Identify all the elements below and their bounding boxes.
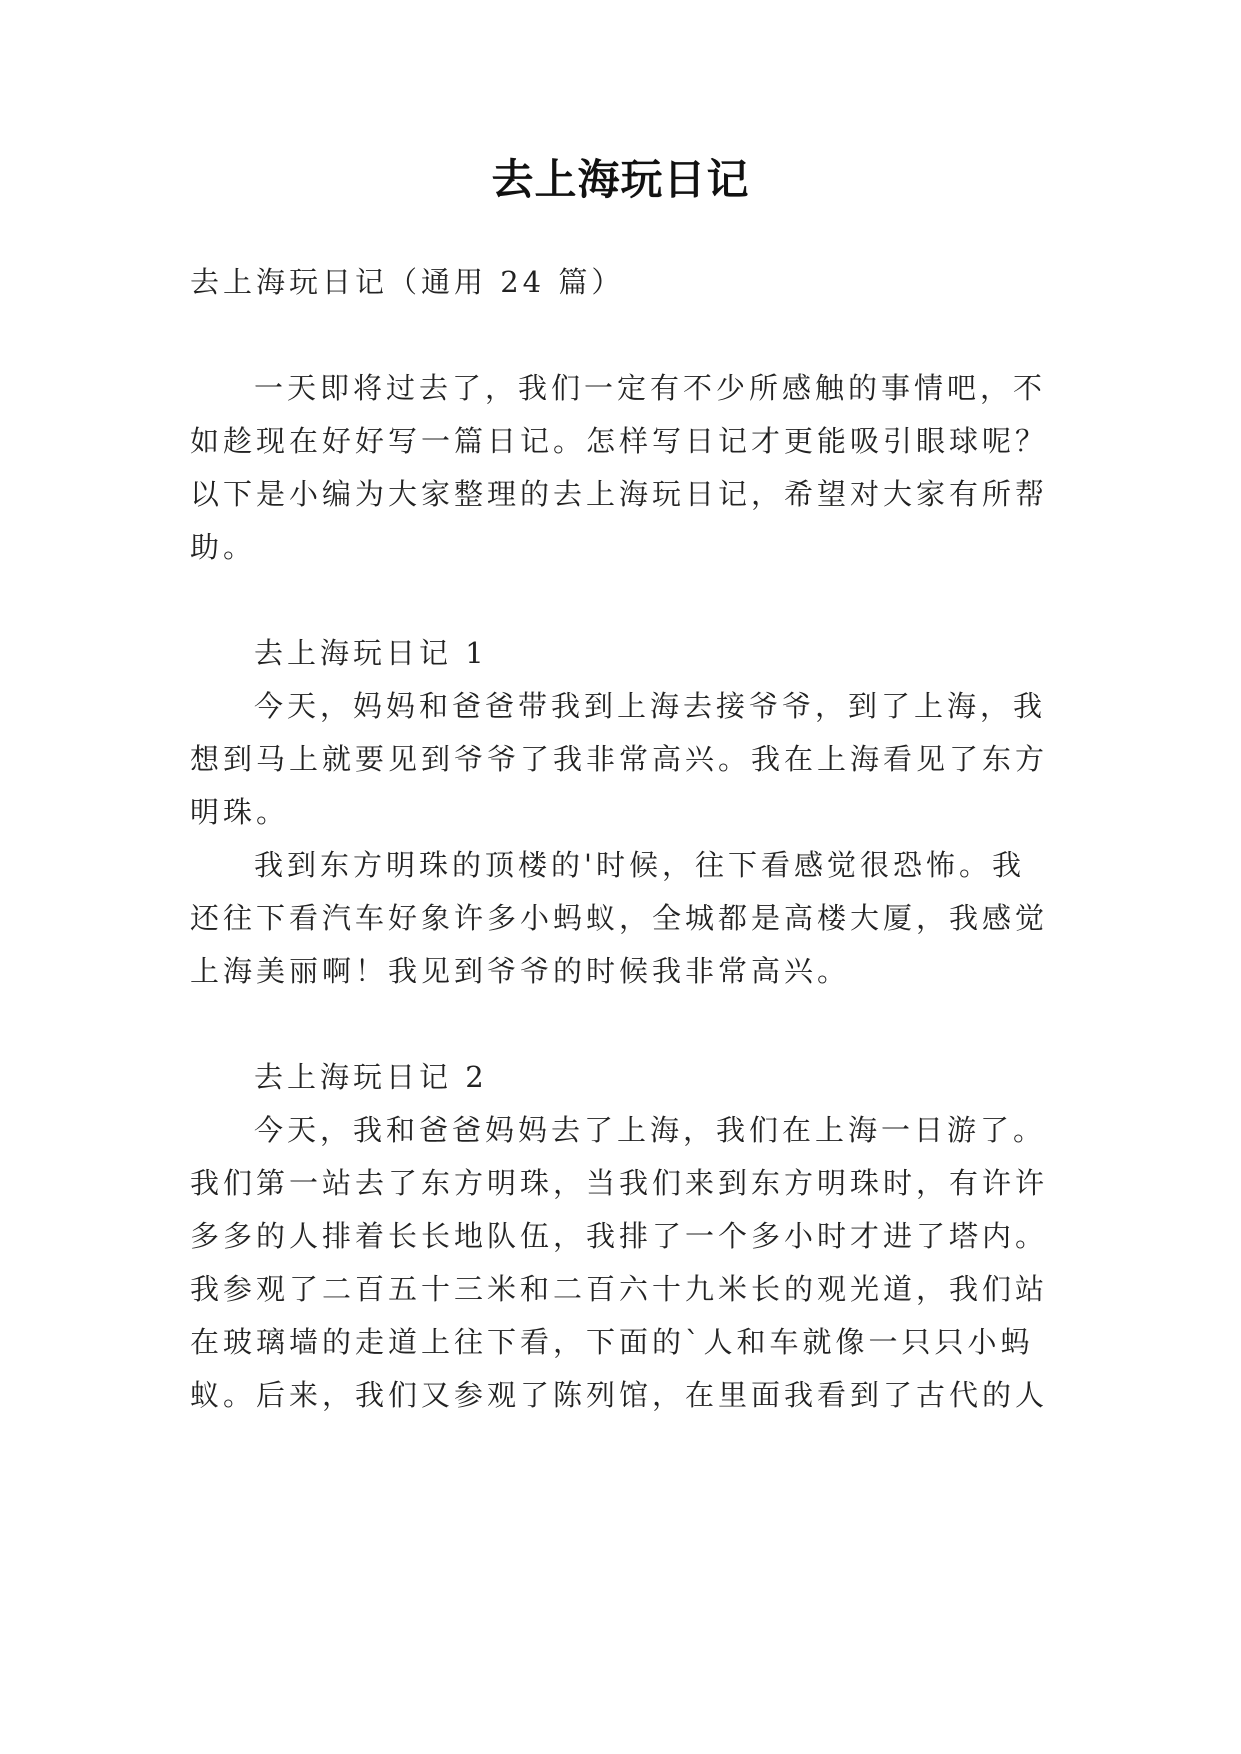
entry-heading: 去上海玩日记 1 [254,636,488,670]
entry-text-line: 我们第一站去了东方明珠，当我们来到东方明珠时，有许许 [190,1166,1049,1200]
intro-line: 如趁现在好好写一篇日记。怎样写日记才更能吸引眼球呢？ [190,424,1049,458]
entry-text-line: 明珠。 [190,795,290,829]
intro-line: 助。 [190,530,257,564]
entry-text-line: 上海美丽啊！我见到爷爷的时候我非常高兴。 [190,954,851,988]
intro-line: 一天即将过去了，我们一定有不少所感触的事情吧，不 [254,371,1047,405]
document-subtitle: 去上海玩日记（通用 24 篇） [190,265,625,299]
entry-text-line: 今天，我和爸爸妈妈去了上海，我们在上海一日游了。 [254,1113,1047,1147]
entry-text-line: 多多的人排着长长地队伍，我排了一个多小时才进了塔内。 [190,1219,1049,1253]
intro-line: 以下是小编为大家整理的去上海玩日记，希望对大家有所帮 [190,477,1049,511]
entry-text-line: 在玻璃墙的走道上往下看，下面的`人和车就像一只只小蚂 [190,1325,1034,1359]
entry-text-line: 我参观了二百五十三米和二百六十九米长的观光道，我们站 [190,1272,1049,1306]
entry-text-line: 蚁。后来，我们又参观了陈列馆，在里面我看到了古代的人 [190,1378,1049,1412]
entry-text-line: 想到马上就要见到爷爷了我非常高兴。我在上海看见了东方 [190,742,1049,776]
entry-heading: 去上海玩日记 2 [254,1060,488,1094]
entry-text-line: 我到东方明珠的顶楼的'时候，往下看感觉很恐怖。我 [254,848,1025,882]
document-title: 去上海玩日记 [491,155,750,204]
entry-text-line: 今天，妈妈和爸爸带我到上海去接爷爷，到了上海，我 [254,689,1047,723]
entry-text-line: 还往下看汽车好象许多小蚂蚁，全城都是高楼大厦，我感觉 [190,901,1049,935]
